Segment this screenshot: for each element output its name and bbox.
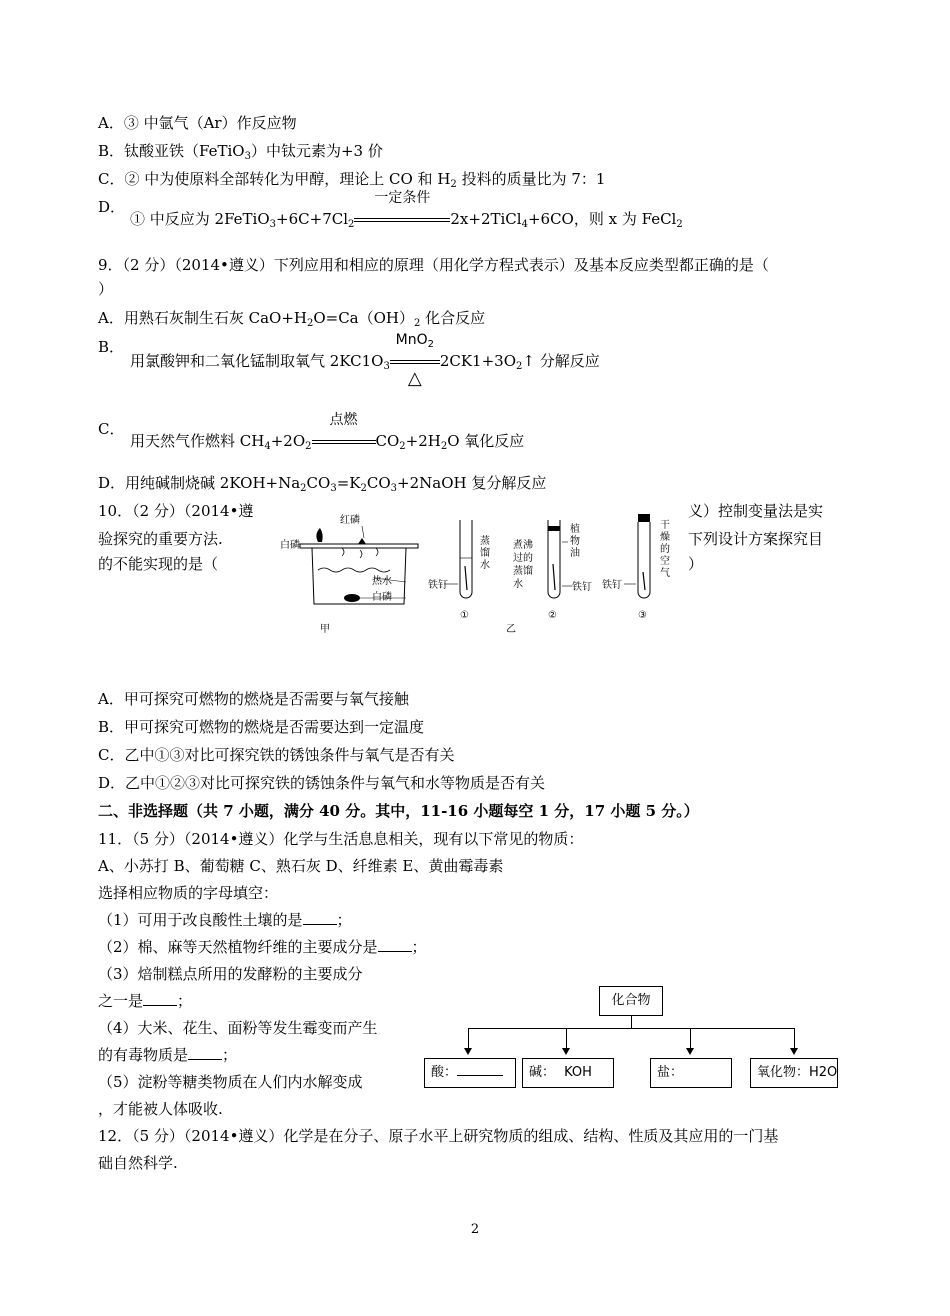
red-p-pile (358, 538, 366, 544)
steam (342, 548, 378, 558)
distilled-char-1: 蒸 (480, 536, 490, 547)
q9-option-b: 用氯酸钾和二氧化锰制取氧气 $2KC1O_3$ MnO$_2$ △ $2CK1+3O_2↑$ 分解反应 (130, 332, 600, 389)
label-yi: 乙 (506, 624, 516, 635)
nail-1 (465, 566, 467, 590)
reaction-condition: 点燃 (312, 430, 376, 452)
q11-stem: 11．（5 分）（2014•遵义）化学与生活息息相关，现有以下常见的物质： (98, 830, 584, 848)
q12-line-1: 12．（5 分）（2014•遵义）化学是在分子、原子水平上研究物质的组成、结构、性质及其应用的一门基 (98, 1127, 779, 1145)
q11-part-2: （2）棉、麻等天然植物纤维的主要成分是 ； (98, 938, 427, 956)
q9-option-d: D．用纯碱制烧碱 $2KOH+Na_2CO_3=K_2CO_3+2NaOH$ 复分解反应 (98, 474, 547, 494)
root-box: 化合物 (599, 986, 663, 1016)
acid-box: 酸： (424, 1058, 516, 1088)
label-white-p-bottom: 白磷 (372, 592, 392, 603)
q12-line-2: 础自然科学. (98, 1154, 178, 1172)
base-box: 碱： KOH (522, 1058, 614, 1088)
answer-blank[interactable] (303, 910, 337, 925)
q10-stem-right-2: 下列设计方案探究目 (688, 530, 824, 548)
acid-blank[interactable] (457, 1075, 503, 1076)
q9-option-a: A．用熟石灰制生石灰 $CaO+H_2O=Ca(OH)_2$ 化合反应 (98, 309, 486, 329)
white-phosphorus-water (344, 594, 360, 602)
oil-layer (548, 526, 560, 531)
q11-part-3b: 之一是 ； (98, 992, 193, 1010)
salt-box: 盐： (650, 1058, 732, 1088)
q11-part-5b: ，才能被人体吸收. (98, 1100, 223, 1118)
label-distilled-water (480, 534, 493, 571)
label-hot-water: 热水 (372, 576, 392, 587)
q11-part-1: （1）可用于改良酸性土壤的是 ； (98, 911, 352, 929)
nail-3 (643, 572, 645, 590)
q8-option-b: B．钛酸亚铁（FeTiO$_3$）中钛元素为+3 价 (98, 142, 383, 162)
q10-stem-left-3: 的不能实现的是（ (98, 555, 219, 573)
flame-icon (316, 528, 322, 542)
num-3: ③ (638, 610, 647, 621)
answer-blank[interactable] (188, 1045, 222, 1060)
reaction-condition: 一定条件 (354, 208, 450, 230)
label-nail-3: 铁钉 (602, 580, 622, 591)
page-number: 2 (470, 1222, 480, 1237)
q8-option-d-label: D． (98, 198, 126, 216)
label-oil: 植 物 油 (570, 524, 580, 559)
nail-2 (553, 564, 555, 590)
label-nail-2: 铁钉 (572, 582, 592, 593)
distilled-char-2: 馏 (480, 548, 490, 559)
oxide-value: H2O (809, 1065, 838, 1080)
reaction-condition: MnO$_2$ △ (390, 350, 440, 372)
q9-option-b-label: B． (98, 338, 125, 356)
q11-options: A、小苏打 B、葡萄糖 C、熟石灰 D、纤维素 E、黄曲霉毒素 (98, 857, 504, 875)
q9-stem: 9．（2 分）（2014•遵义）下列应用和相应的原理（用化学方程式表示）及基本反应类型都正确的是（ (98, 256, 769, 274)
q9-option-c-label: C． (98, 420, 125, 438)
q9-stem-close: ） (98, 280, 114, 298)
distilled-char-3: 水 (480, 560, 490, 571)
q10-option-d: D．乙中①②③对比可探究铁的锈蚀条件与氧气和水等物质是否有关 (98, 774, 546, 792)
test-tube-1 (460, 520, 472, 598)
copper-plate (300, 544, 418, 548)
oxide-box: 氧化物：H2O (750, 1058, 838, 1088)
num-2: ② (548, 610, 557, 621)
test-tube-3 (638, 522, 650, 598)
stopper (638, 514, 650, 522)
q8-option-c: C．② 中为使原料全部转化为甲醇，理论上 CO 和 $H_2$ 投料的质量比为 7：1 (98, 170, 606, 190)
label-dry-air: 干 燥 的 空 气 (660, 520, 670, 579)
q10-stem-left-1: 10．（2 分）（2014•遵 (98, 502, 254, 520)
q11-part-5a: （5）淀粉等糖类物质在人们内水解变成 (98, 1073, 363, 1091)
q10-stem-right-1: 义）控制变量法是实 (688, 502, 824, 520)
q10-stem-right-3: ） (688, 555, 704, 573)
q10-stem-left-2: 验探究的重要方法. (98, 530, 223, 548)
label-red-p: 红磷 (340, 515, 360, 526)
label-boiled-water: 煮沸 过的 蒸馏 水 (513, 540, 533, 590)
label-nail-1: 铁钉 (428, 580, 448, 591)
num-1: ① (460, 610, 469, 621)
q8-option-a: A．③ 中氩气（Ar）作反应物 (98, 114, 297, 132)
answer-blank[interactable] (143, 991, 177, 1006)
q11-instruction: 选择相应物质的字母填空： (98, 884, 279, 902)
label-white-p-top: 白磷 (280, 540, 300, 551)
q11-part-4b: 的有毒物质是 ； (98, 1046, 238, 1064)
test-tube-2 (548, 520, 560, 598)
section-heading: 二、非选择题（共 7 小题，满分 40 分。其中，11-16 小题每空 1 分，17 小题 5 分。） (98, 802, 699, 820)
q8-option-d: ① 中反应为 $2FeTiO_3+6C+7Cl_2$ 一定条件 2x+2TiCl$_4$+6CO，则 x 为 FeCl$_2$ (130, 190, 683, 230)
q10-option-b: B．甲可探究可燃物的燃烧是否需要达到一定温度 (98, 718, 425, 736)
q11-part-4a: （4）大米、花生、面粉等发生霉变而产生 (98, 1019, 378, 1037)
hot-water (318, 568, 390, 572)
answer-blank[interactable] (378, 937, 412, 952)
q10-option-a: A．甲可探究可燃物的燃烧是否需要与氧气接触 (98, 690, 409, 708)
q9-option-c: 用天然气作燃料 $CH_4+2O_2$ 点燃 $CO_2+2H_2O$ 氧化反应 (130, 412, 525, 452)
base-value: KOH (555, 1059, 601, 1088)
label-jia: 甲 (320, 624, 330, 635)
q10-experiment-figure (280, 508, 685, 636)
q11-part-3a: （3）焙制糕点所用的发酵粉的主要成分 (98, 965, 363, 983)
q10-option-c: C．乙中①③对比可探究铁的锈蚀条件与氧气是否有关 (98, 746, 455, 764)
